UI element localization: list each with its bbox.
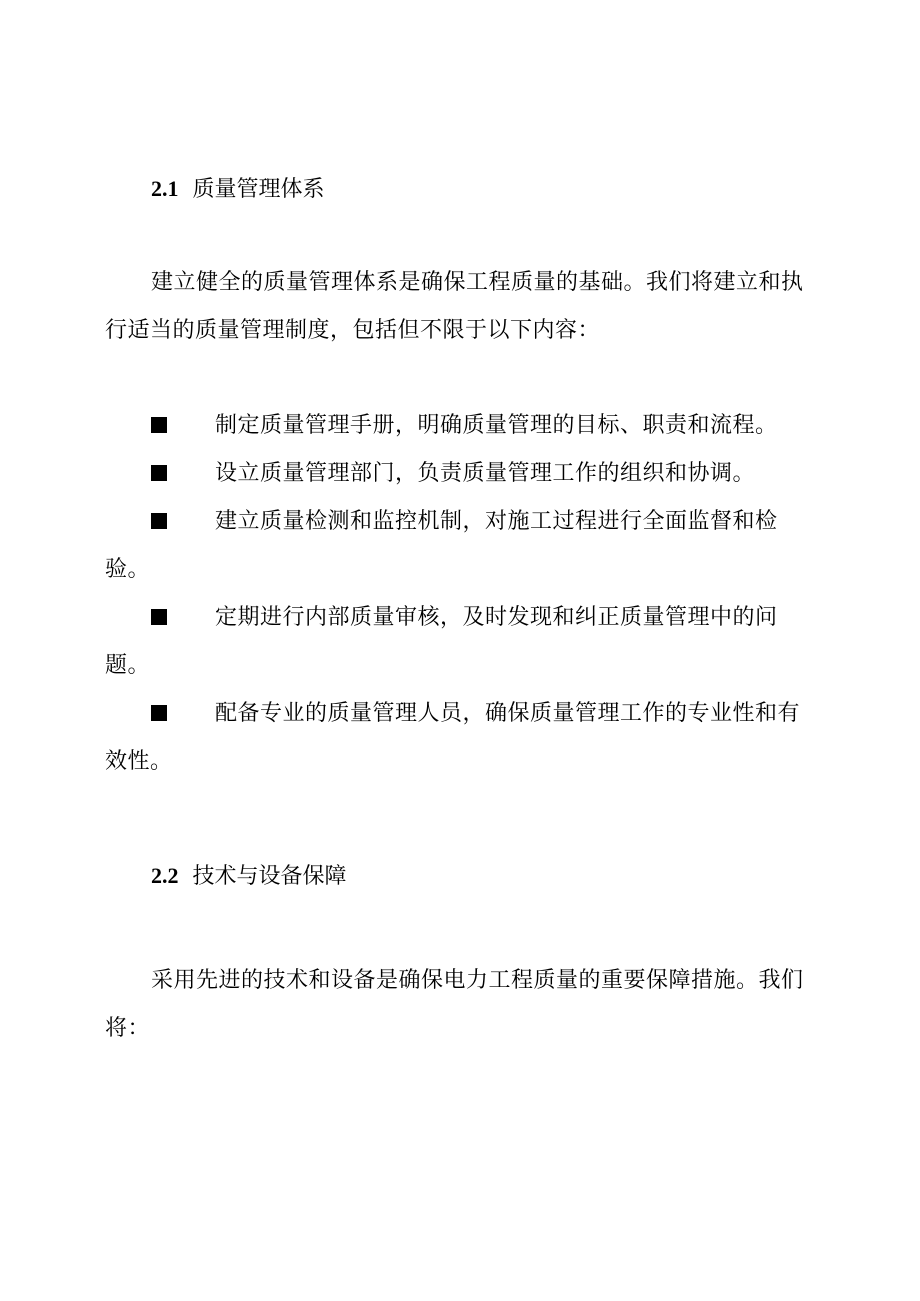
list-item	[105, 498, 821, 594]
list-item	[105, 450, 821, 498]
list-item-text: 定期进行内部质量审核，及时发现和纠正质量管理中的问题。	[105, 605, 778, 678]
square-bullet-icon	[151, 609, 167, 625]
list-item-text: 建立质量检测和监控机制，对施工过程进行全面监督和检验。	[105, 509, 778, 582]
list-item	[105, 690, 821, 786]
list-item-text: 设立质量管理部门，负责质量管理工作的组织和协调。	[215, 461, 756, 486]
square-bullet-icon	[151, 513, 167, 529]
list-item	[105, 594, 821, 690]
section-number: 2.2	[151, 863, 179, 888]
section-title: 质量管理体系	[192, 177, 325, 202]
section-heading-2-2	[151, 861, 347, 892]
quality-measures-list	[105, 402, 821, 786]
list-item-text: 配备专业的质量管理人员，确保质量管理工作的专业性和有效性。	[105, 701, 801, 774]
section-title: 技术与设备保障	[192, 864, 347, 889]
section-number: 2.1	[151, 176, 179, 201]
square-bullet-icon	[151, 417, 167, 433]
list-item-text: 制定质量管理手册，明确质量管理的目标、职责和流程。	[215, 413, 778, 438]
list-item	[105, 402, 821, 450]
section-heading-2-1	[151, 174, 325, 205]
square-bullet-icon	[151, 465, 167, 481]
square-bullet-icon	[151, 705, 167, 721]
section-intro-paragraph: 采用先进的技术和设备是确保电力工程质量的重要保障措施。我们将：	[105, 968, 804, 1041]
section-intro-paragraph: 建立健全的质量管理体系是确保工程质量的基础。我们将建立和执行适当的质量管理制度，包括但不限于以下内容：	[105, 270, 804, 343]
